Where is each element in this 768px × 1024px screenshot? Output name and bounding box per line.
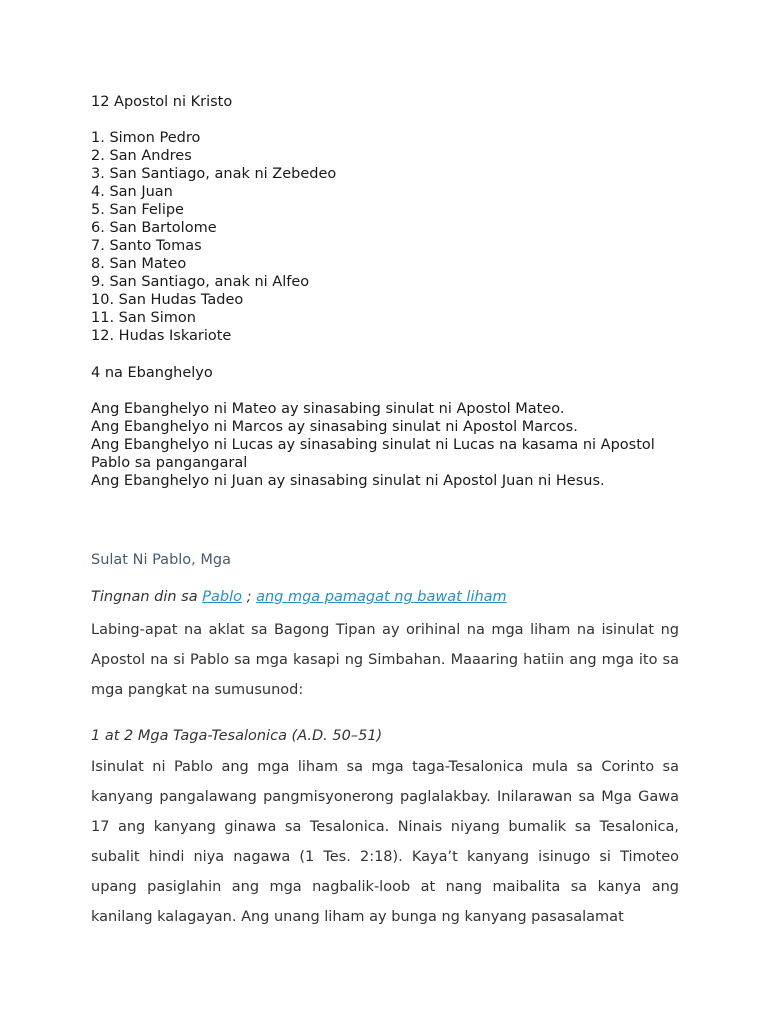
apostle-item: 7. Santo Tomas [91,238,202,254]
gospel-list [91,400,679,490]
document-title [91,93,679,111]
section-heading: Sulat Ni Pablo, Mga [91,552,231,568]
see-also-separator: ; [246,589,252,605]
apostle-item: 6. San Bartolome [91,220,217,236]
intro-paragraph: Labing-apat na aklat sa Bagong Tipan ay orihinal na mga liham na isinulat ng Apostol na si Pablo sa mga kasapi ng Simbahan. Maaaring hatiin ang mga ito sa mga pangkat na sumusunod: [91,622,679,698]
pablo-link[interactable]: Pablo [202,589,242,605]
see-also-line [91,589,507,605]
apostle-item: 2. San Andres [91,148,192,164]
thessalonians-heading: 1 at 2 Mga Taga-Tesalonica (A.D. 50–51) [91,728,383,744]
apostle-item: 1. Simon Pedro [91,130,201,146]
apostle-item: 11. San Simon [91,310,196,326]
apostle-item: 5. San Felipe [91,202,184,218]
title-text: 12 Apostol ni Kristo [91,94,233,110]
apostle-list [91,129,679,345]
gospels-heading [91,364,679,382]
see-also-prefix: Tingnan din sa [91,589,198,605]
apostle-item: 4. San Juan [91,184,173,200]
gospel-item: Ang Ebanghelyo ni Marcos ay sinasabing sinulat ni Apostol Marcos. [91,419,578,435]
letter-titles-link[interactable]: ang mga pamagat ng bawat liham [256,589,507,605]
apostle-item: 8. San Mateo [91,256,187,272]
gospel-item: Ang Ebanghelyo ni Lucas ay sinasabing sinulat ni Lucas na kasama ni Apostol Pablo sa pangangaral [91,437,655,471]
apostle-item: 10. San Hudas Tadeo [91,292,244,308]
apostle-item: 9. San Santiago, anak ni Alfeo [91,274,310,290]
apostle-item: 3. San Santiago, anak ni Zebedeo [91,166,337,182]
apostle-item: 12. Hudas Iskariote [91,328,232,344]
gospels-heading-text: 4 na Ebanghelyo [91,365,213,381]
gospel-item: Ang Ebanghelyo ni Juan ay sinasabing sinulat ni Apostol Juan ni Hesus. [91,473,605,489]
gospel-item: Ang Ebanghelyo ni Mateo ay sinasabing sinulat ni Apostol Mateo. [91,401,565,417]
thessalonians-paragraph: Isinulat ni Pablo ang mga liham sa mga taga-Tesalonica mula sa Corinto sa kanyang pangalawang pangmisyonerong paglalakbay. Inilarawan sa Mga Gawa 17 ang kanyang ginawa sa Tesalonica. Ninais niyang bumalik sa Tesalonica, subalit hindi niya nagawa (1 Tes. 2:18). Kaya’t kanyang isinugo si Timoteo upang pasiglahin ang mga nagbalik-loob at nang maibalita sa kanya ang kanilang kalagayan. Ang unang liham ay bunga ng kanyang pasasalamat [91,759,679,925]
